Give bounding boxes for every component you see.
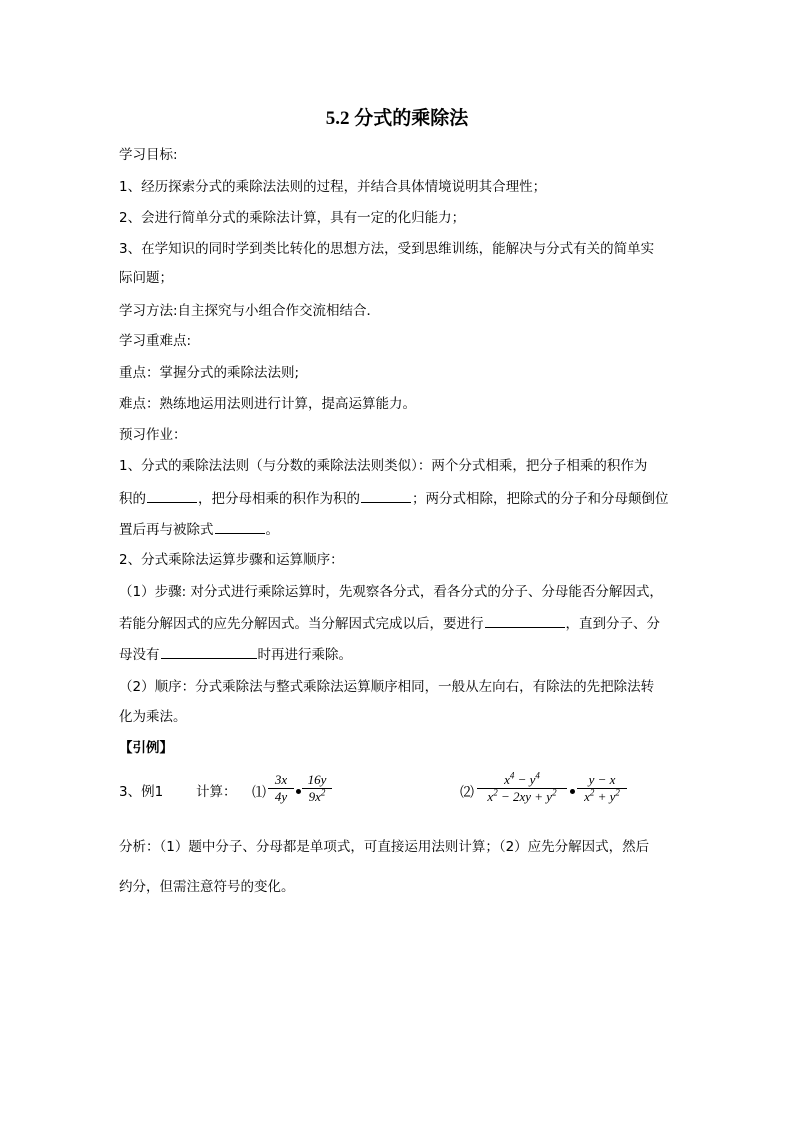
ex2-denominator-1: $x^2 - 2xy + y^2$: [487, 787, 557, 804]
order-line1: （2）顺序：分式乘除法与整式乘除法运算顺序相同，一般从左向右，有除法的先把除法转: [119, 679, 655, 695]
ex2-fraction-2: [577, 772, 627, 805]
objectives-heading: 学习目标:: [119, 147, 178, 163]
difficulty-heading: 学习重难点:: [119, 333, 192, 349]
ex1-fraction-1: [268, 772, 294, 805]
text-segment: ；两分式相除，把除式的分子和分母颠倒位: [412, 491, 669, 507]
ex1-numerator-1: 3x: [268, 772, 294, 789]
example-label: 3、例1: [119, 784, 164, 800]
order-line2: 化为乘法。: [119, 709, 187, 725]
page-title: 5.2 分式的乘除法: [325, 108, 469, 129]
ex1-numerator-2: 16y: [302, 772, 332, 789]
text-segment: 。: [265, 522, 279, 538]
fill-blank-2[interactable]: [361, 488, 411, 503]
text-segment: ，直到分子、分: [565, 616, 660, 632]
ex2-numerator-1: $x^4 - y^4$: [477, 772, 567, 789]
text-segment: 积的: [119, 491, 146, 507]
objective-1: 1、经历探索分式的乘除法法则的过程，并结合具体情境说明其合理性；: [119, 179, 547, 195]
example-compute-label: 计算：: [196, 784, 237, 800]
ex1-fraction-2: [302, 772, 332, 805]
ex2-numerator-2: y − x: [577, 772, 627, 789]
example-heading: 【引例】: [119, 740, 173, 756]
steps-heading: 2、分式乘除法运算步骤和运算顺序：: [119, 552, 344, 568]
step-line2: [119, 613, 679, 634]
preview-heading: 预习作业：: [119, 427, 187, 443]
example-2-marker: ⑵: [460, 786, 474, 801]
ex1-denominator-1: 4y: [274, 789, 288, 804]
multiply-dot-icon: [570, 789, 575, 794]
ex2-fraction-1: [477, 772, 567, 805]
fill-blank-1[interactable]: [147, 488, 197, 503]
fill-blank-5[interactable]: [161, 644, 257, 659]
fill-blank-4[interactable]: [485, 613, 565, 628]
fill-blank-3[interactable]: [215, 519, 265, 534]
objective-3: 3、在学知识的同时学到类比转化的思想方法，受到思维训练，能解决与分式有关的简单实: [119, 241, 655, 257]
ex1-denominator-2: $9x^2$: [308, 787, 326, 804]
preview-rule-line2: [119, 488, 679, 509]
text-segment: 若能分解因式的应先分解因式。当分解因式完成以后，要进行: [119, 616, 484, 632]
objective-3-cont: 际问题；: [119, 270, 173, 286]
text-segment: 母没有: [119, 647, 160, 663]
preview-rule-line3: [119, 519, 679, 540]
hard-point: 难点：熟练地运用法则进行计算，提高运算能力。: [119, 396, 416, 412]
text-segment: ，把分母相乘的积作为积的: [198, 491, 360, 507]
analysis-line2: 约分，但需注意符号的变化。: [119, 879, 295, 895]
text-segment: 时再进行乘除。: [257, 647, 352, 663]
analysis-line1: 分析：（1）题中分子、分母都是单项式，可直接运用法则计算；（2）应先分解因式，然后: [119, 839, 650, 855]
step-line3: [119, 644, 679, 665]
key-point: 重点：掌握分式的乘除法法则;: [119, 365, 300, 381]
step-line1: （1）步骤: 对分式进行乘除运算时，先观察各分式，看各分式的分子、分母能否分解因式，: [119, 584, 663, 600]
ex2-denominator-2: $x^2 + y^2$: [584, 787, 620, 804]
learning-method: 学习方法:自主探究与小组合作交流相结合．: [119, 303, 381, 319]
preview-rule-line1: 1、分式的乘除法法则（与分数的乘除法法则类似）：两个分式相乘，把分子相乘的积作为: [119, 458, 648, 474]
multiply-dot-icon: [296, 789, 301, 794]
text-segment: 置后再与被除式: [119, 522, 214, 538]
example-1-marker: ⑴: [252, 786, 266, 801]
objective-2: 2、会进行简单分式的乘除法计算，具有一定的化归能力；: [119, 210, 466, 226]
